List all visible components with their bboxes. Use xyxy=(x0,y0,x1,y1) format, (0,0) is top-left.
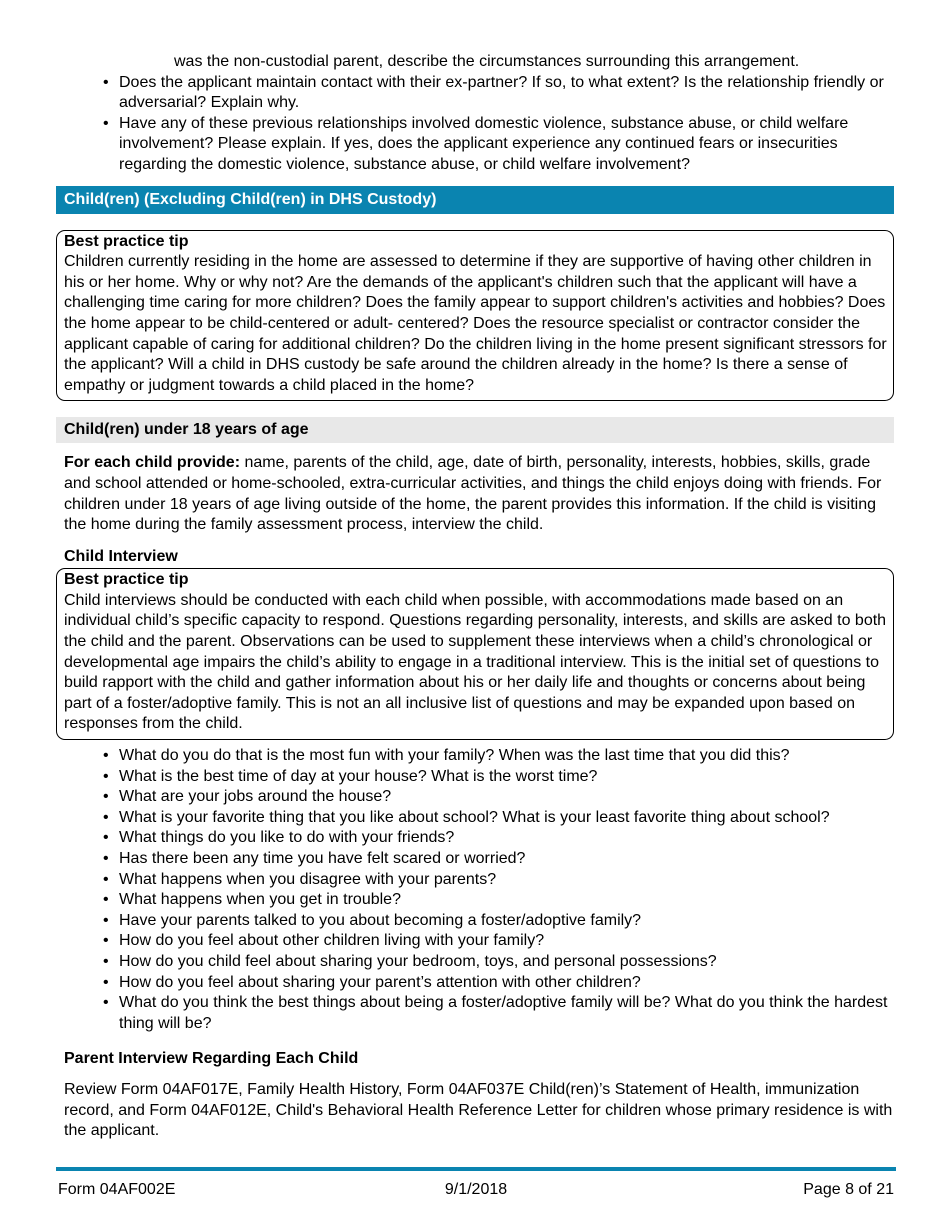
list-item: • What is your favorite thing that you like about school? What is your least favorite thing about school? xyxy=(119,808,894,829)
list-item: • What happens when you get in trouble? xyxy=(119,890,894,911)
best-practice-tip-box xyxy=(56,230,894,402)
list-item: • Has there been any time you have felt scared or worried? xyxy=(119,849,894,870)
footer-date: 9/1/2018 xyxy=(444,1181,508,1198)
child-interview-heading: Child Interview xyxy=(64,547,178,565)
tip-body: Child interviews should be conducted with each child when possible, with accommodations made based on an individual child’s specific capacity to respond. Questions regarding personality, interests, and skills are asked to both the child and the parent. Observations can be used to supplement these interviews when a child’s chronological or developmental age impairs the child’s ability to engage in a traditional interview. This is the initial set of questions to build rapport with the child and gather information about his or her daily life and thoughts or concerns about being part of a foster/adoptive family. This is not an all inclusive list of questions and may be expanded upon based on responses from the child. xyxy=(64,591,887,733)
list-item: • Have any of these previous relationships involved domestic violence, substance abuse, or child welfare involvement? Please explain. If yes, does the applicant experience any continued fears or insecurities regarding the domestic violence, substance abuse, or child welfare involvement? xyxy=(119,114,894,176)
parent-interview-paragraph: Review Form 04AF017E, Family Health History, Form 04AF037E Child(ren)’s Statement of Health, immunization record, and Form 04AF012E, Child's Behavioral Health Reference Letter for children whose primary residence is with the applicant. xyxy=(64,1080,893,1140)
list-item: • Does the applicant maintain contact with their ex-partner? If so, to what extent? Is the relationship friendly or adversarial? Explain why. xyxy=(119,73,894,114)
list-item: • How do you feel about other children living with your family? xyxy=(119,931,894,952)
list-item: • What do you do that is the most fun with your family? When was the last time that you did this? xyxy=(119,746,894,767)
best-practice-tip-box xyxy=(56,568,894,740)
list-item: • Have your parents talked to you about becoming a foster/adoptive family? xyxy=(119,911,894,932)
document-page xyxy=(56,0,894,1142)
tip-title: Best practice tip xyxy=(64,232,189,250)
parent-interview-heading: Parent Interview Regarding Each Child xyxy=(64,1050,359,1068)
footer-page-number: Page 8 of 21 xyxy=(803,1181,894,1198)
list-item: • What is the best time of day at your house? What is the worst time? xyxy=(119,767,894,788)
list-item: • What things do you like to do with your friends? xyxy=(119,828,894,849)
top-bullet-list xyxy=(56,73,894,176)
list-item: • What are your jobs around the house? xyxy=(119,787,894,808)
each-child-paragraph xyxy=(56,453,894,535)
section-header: Child(ren) (Excluding Child(ren) in DHS Custody) xyxy=(56,186,894,214)
tip-title: Best practice tip xyxy=(64,571,189,589)
tip-body: Children currently residing in the home are assessed to determine if they are supportive of having other children in his or her home. Why or why not? Are the demands of the applicant's children such that the applicant will have a challenging time caring for more children? Does the family appear to support children's activities and hobbies? Does the home appear to be child-centered or adult- centered? Does the resource specialist or contractor consider the applicant capable of caring for additional children? Do the children living in the home present significant stressors for the applicant? Will a child in DHS custody be safe around the children already in the home? Is there a sense of empathy or judgment towards a child placed in the home? xyxy=(64,253,887,394)
each-child-lead: For each child provide: xyxy=(64,454,241,472)
list-item: • What happens when you disagree with your parents? xyxy=(119,870,894,891)
subsection-header: Child(ren) under 18 years of age xyxy=(56,417,894,443)
footer-form-number: Form 04AF002E xyxy=(58,1181,176,1198)
continuation-text: was the non-custodial parent, describe the circumstances surrounding this arrangement. xyxy=(174,53,800,70)
interview-question-list xyxy=(56,746,894,1034)
each-child-text: name, parents of the child, age, date of birth, personality, interests, hobbies, skills, grade and school attended or home-schooled, extra-curricular activities, and things the child enjoys doing with friends. For children under 18 years of age living outside of the home, the parent provides this information. If the child is visiting the home during the family assessment process, interview the child. xyxy=(64,454,882,534)
list-item: • What do you think the best things about being a foster/adoptive family will be? What do you think the hardest thing will be? xyxy=(119,993,894,1034)
footer-divider xyxy=(56,1167,896,1171)
list-item: • How do you feel about sharing your parent’s attention with other children? xyxy=(119,973,894,994)
list-item: • How do you child feel about sharing your bedroom, toys, and personal possessions? xyxy=(119,952,894,973)
